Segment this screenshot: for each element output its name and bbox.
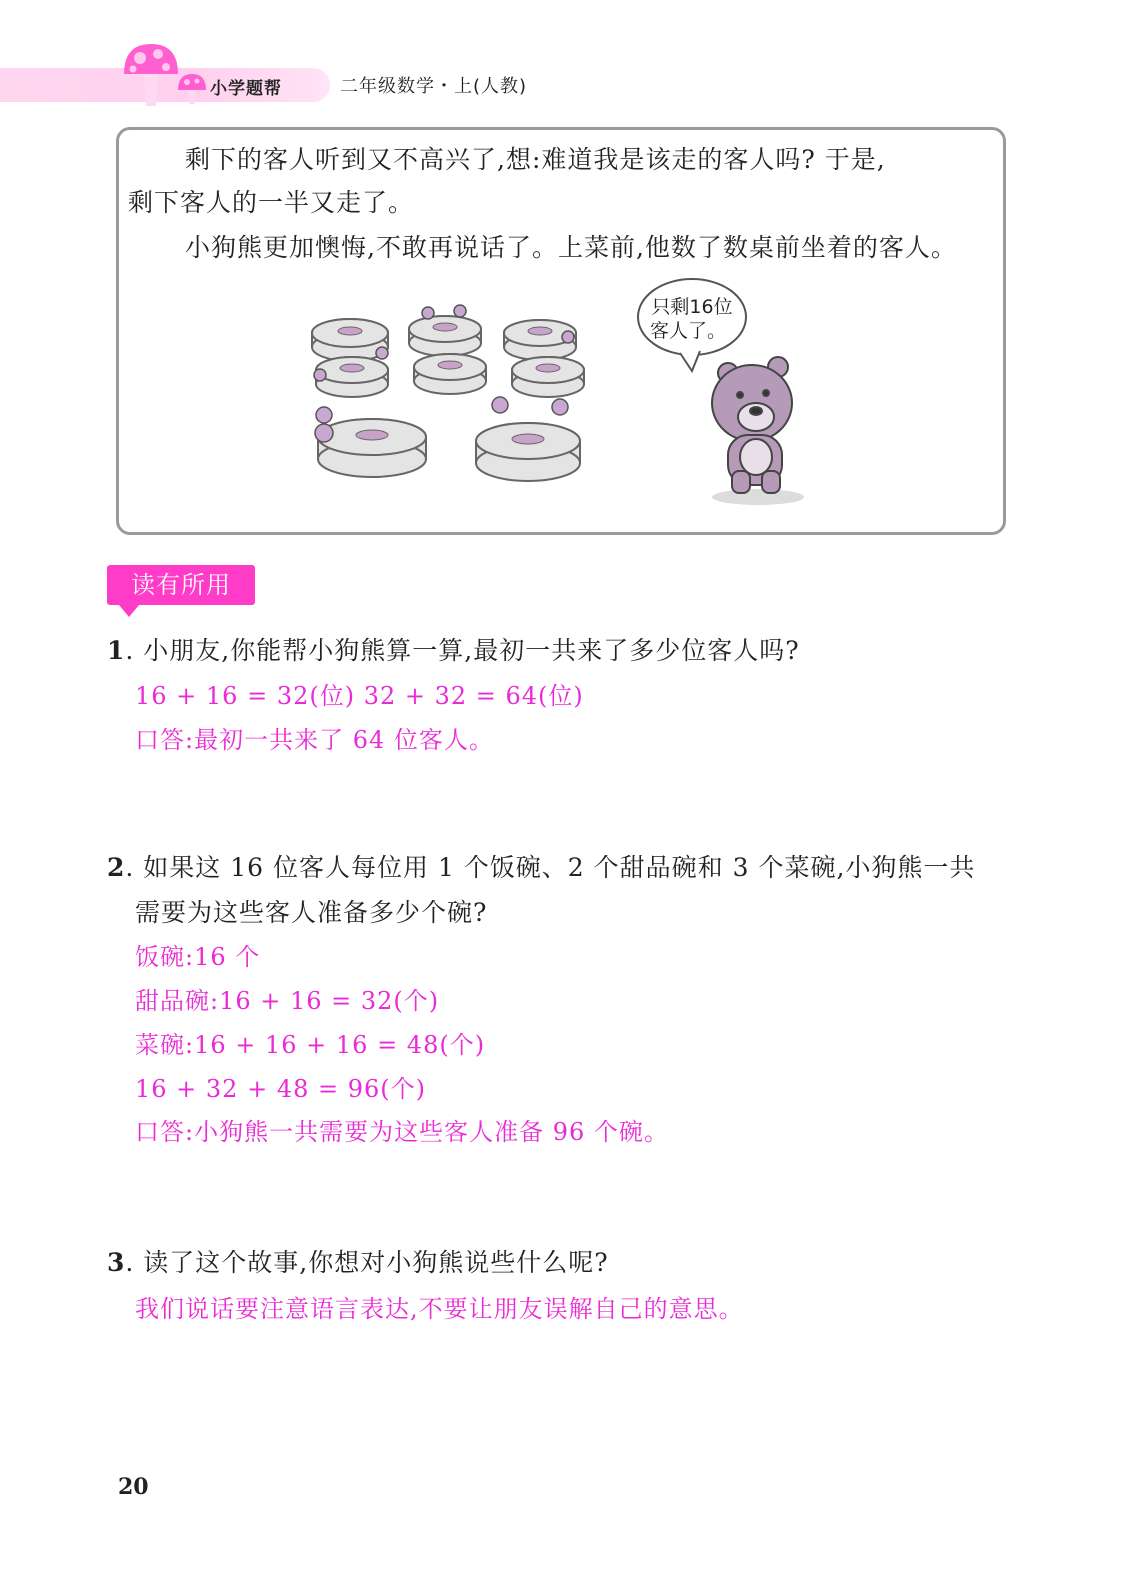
question-number: 3: [107, 1248, 126, 1277]
question-2: [107, 848, 975, 884]
table-stump: [512, 357, 584, 397]
brand-name: 小学题帮: [210, 79, 282, 99]
book-title: 二年级数学・上(人教): [340, 76, 528, 97]
question-text: . 小朋友,你能帮小狗熊算一算,最初一共来了多少位客人吗?: [125, 636, 800, 665]
section-label: 读有所用: [131, 571, 231, 599]
question-text: . 如果这 16 位客人每位用 1 个饭碗、2 个甜品碗和 3 个菜碗,小狗熊一共: [125, 853, 976, 882]
question-text: . 读了这个故事,你想对小狗熊说些什么呢?: [125, 1248, 609, 1277]
page-number: 20: [118, 1474, 149, 1500]
question-number: 1: [107, 636, 126, 665]
question-1: [107, 631, 800, 667]
story-paragraph-3: 小狗熊更加懊悔,不敢再说话了。上菜前,他数了数桌前坐着的客人。: [185, 233, 957, 262]
story-illustration: [300, 275, 820, 515]
answer-line: 16 + 32 + 48 = 96(个): [135, 1075, 426, 1103]
table-stump: [318, 419, 426, 477]
question-number: 2: [107, 853, 126, 882]
table-stump: [316, 357, 388, 397]
bear-icon: [712, 357, 804, 505]
answer-line: 16 + 16 = 32(位) 32 + 32 = 64(位): [135, 682, 584, 710]
speech-line-1: 只剩16位: [651, 296, 733, 318]
story-paragraph-1: 剩下的客人听到又不高兴了,想:难道我是该走的客人吗? 于是,: [185, 145, 886, 174]
question-3: [107, 1243, 609, 1279]
story-paragraph-2: 剩下客人的一半又走了。: [128, 188, 415, 217]
small-mushroom-icon: [176, 72, 208, 106]
answer-line: 甜品碗:16 + 16 = 32(个): [135, 987, 440, 1015]
answer-line: 饭碗:16 个: [135, 943, 261, 971]
answer-line: 菜碗:16 + 16 + 16 = 48(个): [135, 1031, 486, 1059]
question-text-continued: 需要为这些客人准备多少个碗?: [135, 898, 488, 927]
answer-line: 口答:小狗熊一共需要为这些客人准备 96 个碗。: [135, 1118, 669, 1146]
answer-line: 我们说话要注意语言表达,不要让朋友误解自己的意思。: [135, 1295, 744, 1323]
answer-line: 口答:最初一共来了 64 位客人。: [135, 726, 494, 754]
table-stump: [476, 423, 580, 481]
mushroom-icon: [120, 40, 182, 110]
table-stump: [414, 354, 486, 394]
speech-line-2: 客人了。: [649, 320, 727, 342]
section-tag: [107, 565, 255, 605]
table-stump: [409, 316, 481, 356]
